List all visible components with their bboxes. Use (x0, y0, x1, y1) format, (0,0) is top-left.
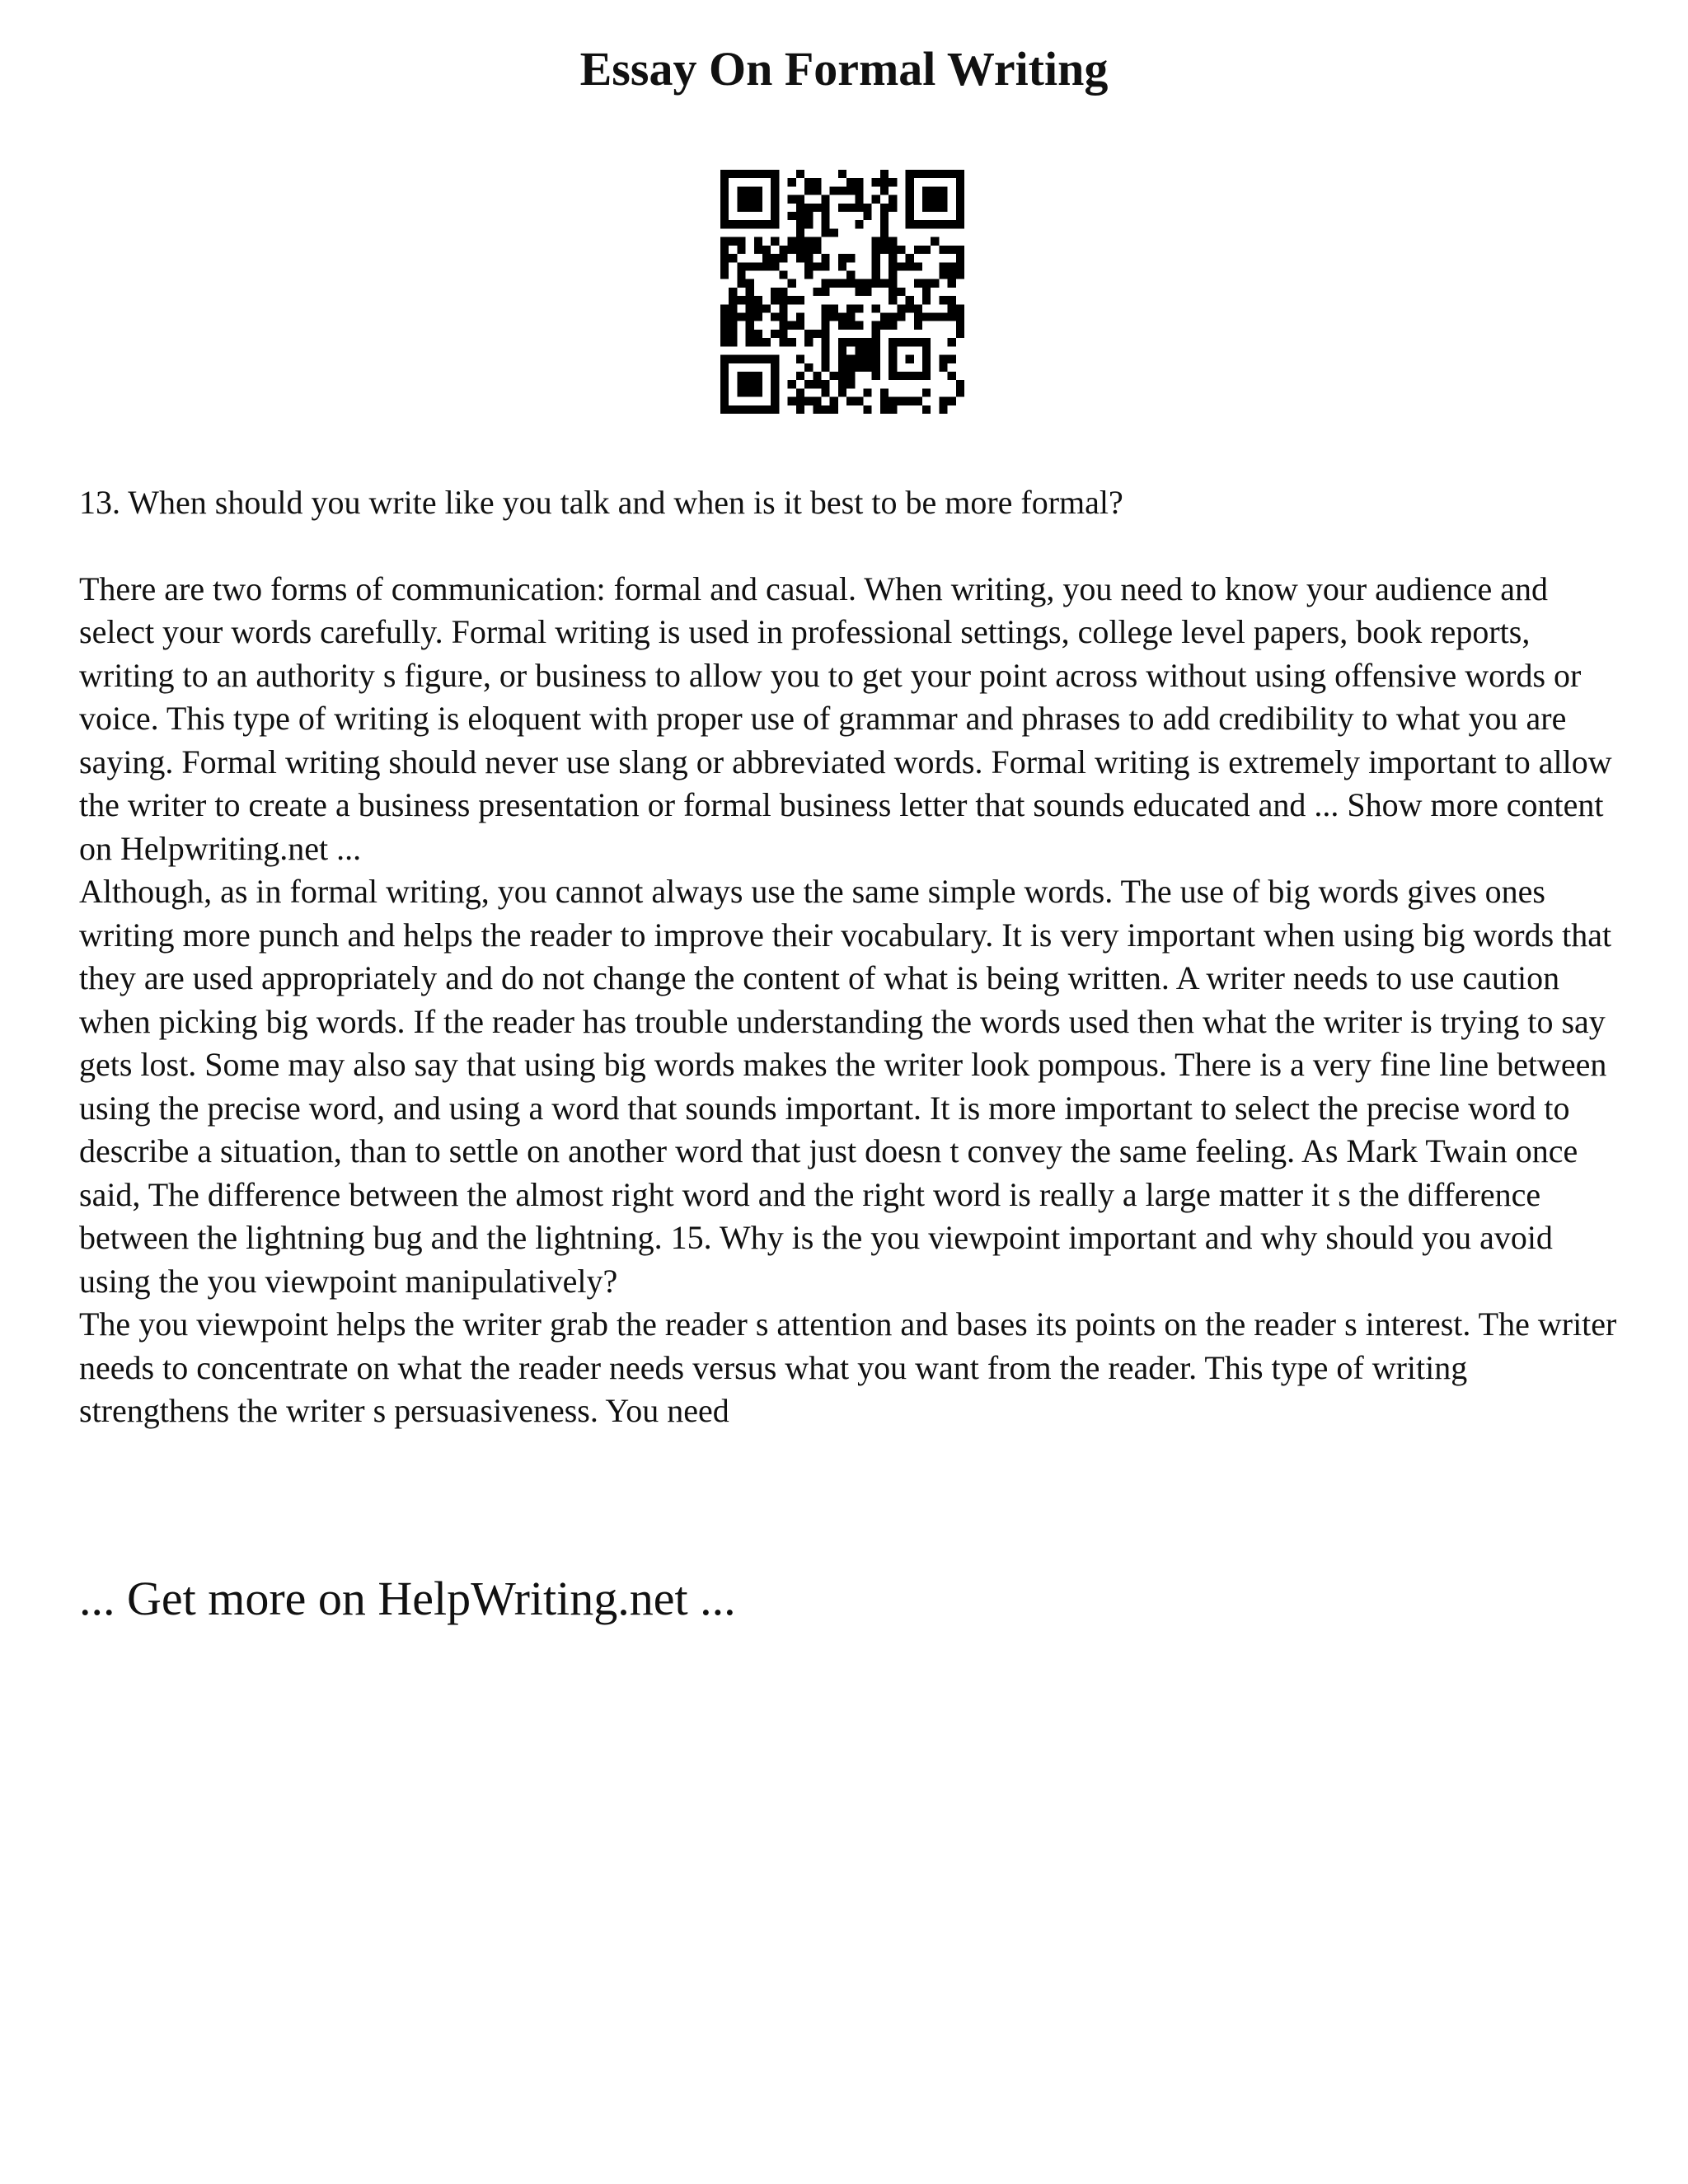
essay-paragraph: Although, as in formal writing, you cannot always use the same simple words. The use of big words gives ones writing more punch and helps the reader to improve their vocabulary. It is very important when using big words that they are used appropriately and do not change the content of what is being written. A writer needs to use caution when picking big words. If the reader has trouble understanding the words used then what the writer is trying to say gets lost. Some may also say that using big words makes the writer look pompous. There is a very fine line between using the precise word, and using a word that sounds important. It is more important to select the precise word to describe a situation, than to settle on another word that just doesn t convey the same feeling. As Mark Twain once said, The difference between the almost right word and the right word is really a large matter it s the difference between the lightning bug and the lightning. 15. Why is the you viewpoint important and why should you avoid using the you viewpoint manipulatively? (79, 873, 1612, 1300)
essay-body (79, 481, 1620, 1433)
essay-paragraph: The you viewpoint helps the writer grab the reader s attention and bases its points on the reader s interest. The writer needs to concentrate on what the reader needs versus what you want from the reader. This type of writing strengthens the writer s persuasiveness. You need (79, 1305, 1617, 1429)
essay-paragraph: There are two forms of communication: formal and casual. When writing, you need to know your audience and select your words carefully. Formal writing is used in professional settings, college level papers, book reports, writing to an authority s figure, or business to allow you to get your point across without using offensive words or voice. This type of writing is eloquent with proper use of grammar and phrases to add credibility to what you are saying. Formal writing should never use slang or abbreviated words. Formal writing is extremely important to allow the writer to create a business presentation or formal business letter that sounds educated and ... Show more content on Helpwriting.net ... (79, 569, 1612, 867)
qr-code-icon (720, 170, 964, 414)
essay-question: 13. When should you write like you talk and when is it best to be more formal? (79, 484, 1123, 521)
get-more-link[interactable]: ... Get more on HelpWriting.net ... (79, 1572, 736, 1625)
document-title: Essay On Formal Writing (579, 42, 1109, 96)
qr-code-graphic (720, 170, 964, 414)
